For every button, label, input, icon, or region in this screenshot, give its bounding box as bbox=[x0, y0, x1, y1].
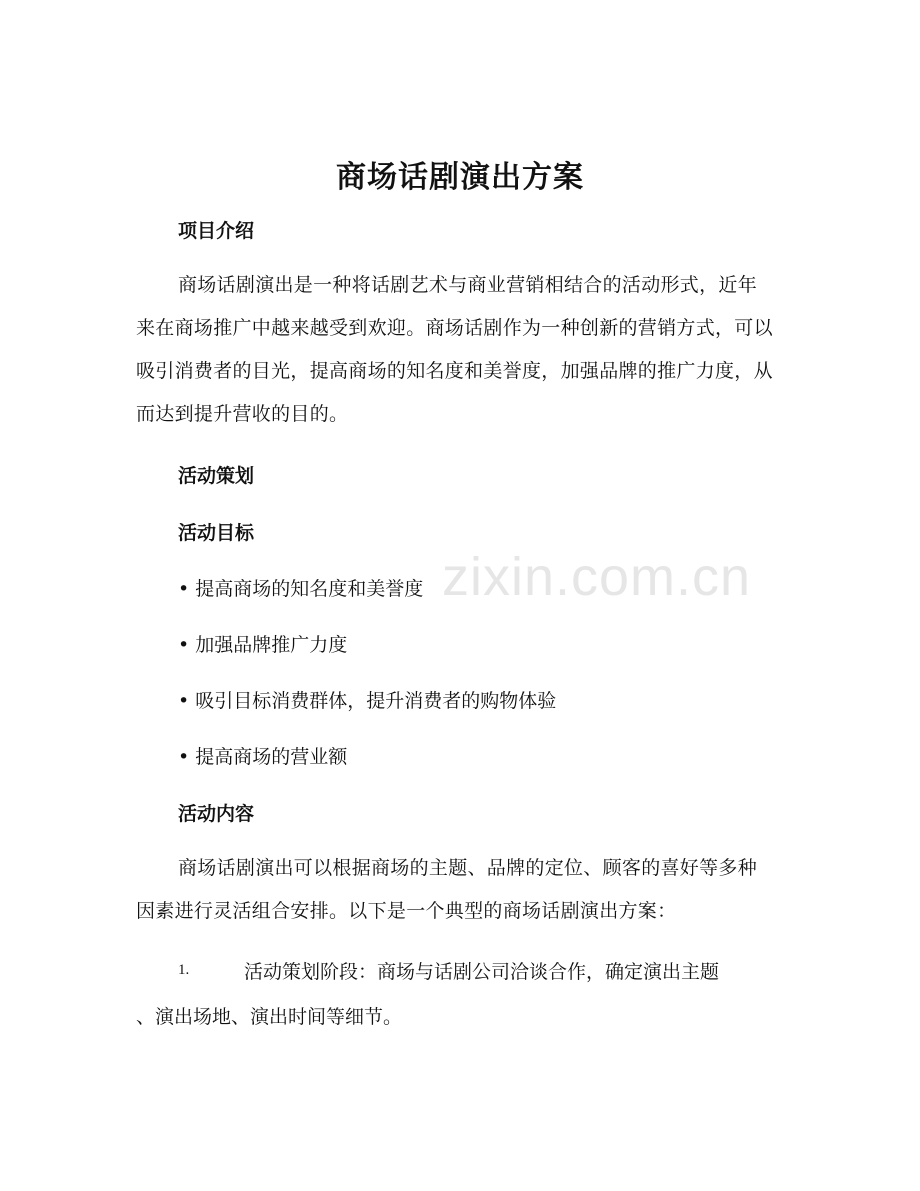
step-text-line2: 、演出场地、演出时间等细节。 bbox=[136, 1006, 403, 1028]
heading-goal: 活动目标 bbox=[178, 522, 255, 544]
list-item: • 吸引目标消费群体，提升消费者的购物体验 bbox=[178, 690, 557, 712]
watermark: zixin.com.cn bbox=[442, 547, 752, 607]
heading-content: 活动内容 bbox=[178, 803, 255, 825]
heading-plan: 活动策划 bbox=[178, 465, 255, 487]
step-text-line1: 活动策划阶段：商场与话剧公司洽谈合作，确定演出主题 bbox=[244, 961, 720, 983]
document-title: 商场话剧演出方案 bbox=[336, 160, 584, 195]
list-item: • 提高商场的知名度和美誉度 bbox=[178, 578, 424, 600]
list-item: • 提高商场的营业额 bbox=[178, 746, 348, 768]
paragraph-content: 商场话剧演出可以根据商场的主题、品牌的定位、顾客的喜好等多种因素进行灵活组合安排。以下是一个典型的商场话剧演出方案： bbox=[136, 857, 758, 922]
paragraph-intro: 商场话剧演出是一种将话剧艺术与商业营销相结合的活动形式，近年来在商场推广中越来越受到欢迎。商场话剧作为一种创新的营销方式，可以吸引消费者的目光，提高商场的知名度和美誉度，加强品牌的推广力度，从而达到提升营收的目的。 bbox=[136, 274, 773, 425]
heading-intro: 项目介绍 bbox=[178, 220, 255, 242]
list-item: • 加强品牌推广力度 bbox=[178, 634, 348, 656]
step-number: 1. bbox=[178, 962, 190, 978]
